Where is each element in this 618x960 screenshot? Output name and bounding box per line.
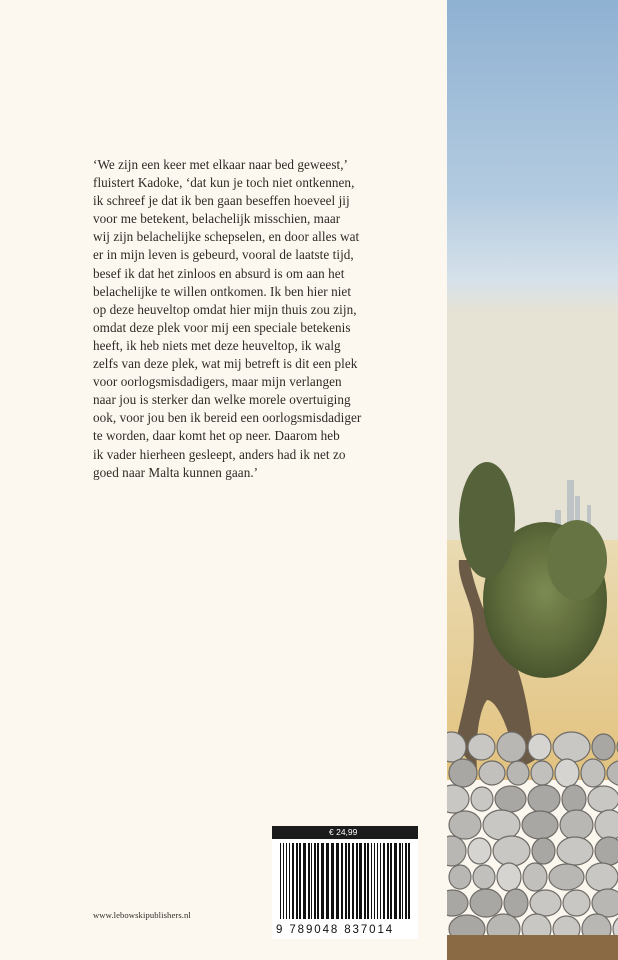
wall-stone [522,811,558,839]
barcode-bar [380,843,381,919]
wall-stone [563,890,590,916]
wall-stone [592,734,615,760]
barcode-bar [314,843,316,919]
wall-stone [588,786,618,812]
wall-stone [595,810,618,840]
barcode-bar [383,843,385,919]
isbn-number: 9 789048 837014 [276,924,395,936]
wall-stone [470,889,502,917]
wall-stone [557,837,593,865]
blurb-line: voor oorlogsmisdadigers, maar mijn verlangen [93,374,342,390]
barcode-bar [321,843,324,919]
barcode-bar [402,843,403,919]
barcode-bar [299,843,301,919]
wall-stone [471,787,493,811]
barcode-image [272,839,418,923]
wall-stone [483,810,520,840]
ground [447,935,618,960]
wall-stone [532,838,555,864]
wall-stone [507,761,529,785]
wall-stone [560,810,593,840]
blurb-line: ‘We zijn een keer met elkaar naar bed geweest,’ [93,157,349,172]
blurb-line: omdat deze plek voor mij een speciale betekenis [93,319,351,335]
barcode-bar [303,843,306,919]
barcode-bar [371,843,372,919]
barcode-bar [311,843,312,919]
wall-stone [493,836,530,866]
wall-stone [586,863,618,891]
price-label: € 24,99 [272,826,418,839]
wall-stone [468,838,491,864]
wall-stone [562,785,586,813]
barcode-bar [336,843,339,919]
wall-stone [449,811,481,839]
barcode-bar [377,843,378,919]
olive-foliage-right [547,520,607,600]
wall-stone [495,786,526,812]
wall-stone [531,761,553,785]
wall-stone [592,889,618,917]
wall-stone [523,863,547,891]
wall-stone [528,734,551,760]
blurb-line: op deze heuveltop omdat hier mijn thuis zou zijn, [93,301,357,317]
barcode-bar [341,843,343,919]
barcode-bar [356,843,358,919]
blurb-line: er in mijn leven is gebeurd, vooral de laatste tijd, [93,247,354,263]
blurb-line: naar jou is sterker dan welke morele overtuiging [93,392,351,408]
barcode-area [272,839,418,939]
wall-stone [479,761,505,785]
blurb-line: ook, voor jou ben ik bereid een oorlogsmisdadiger [93,410,362,426]
blurb-line: te worden, daar komt het op neer. Daarom heb [93,428,340,444]
wall-stone [555,759,579,787]
barcode-bar [352,843,354,919]
barcode-bar [283,843,284,919]
wall-stone [473,865,495,889]
blurb-line: wij zijn belachelijke schepselen, en door alles wat [93,229,360,245]
olive-tree-photo [447,0,618,960]
wall-stone [447,836,466,866]
wall-stone [595,837,618,865]
blurb-line: belachelijke te willen ontkomen. Ik ben hier niet [93,283,352,299]
barcode-bar [390,843,392,919]
wall-stone [549,864,584,890]
blurb-line: besef ik dat het zinloos en absurd is om aan het [93,265,345,281]
barcode-bar [286,843,287,919]
barcode-bar [308,843,310,919]
cover-photo-strip [447,0,618,960]
barcode-bar [405,843,407,919]
barcode-bar [408,843,410,919]
barcode-bar [387,843,389,919]
blurb-line: heeft, ik heb niets met deze heuveltop, ik walg [93,337,341,353]
wall-stone [447,890,468,916]
barcode-block [272,826,418,939]
wall-stone [447,785,469,813]
blurb-text [93,156,443,482]
wall-stone [528,785,560,813]
blurb-line: ik schreef je dat ik ben gaan beseffen hoeveel jij [93,193,350,209]
barcode-bar [374,843,375,919]
barcode-bar [296,843,298,919]
barcode-bar [394,843,397,919]
blurb-line: goed naar Malta kunnen gaan.’ [93,464,259,480]
wall-stone [449,759,477,787]
blurb-line: fluistert Kadoke, ‘dat kun je toch niet ontkennen, [93,175,355,191]
barcode-bar [345,843,347,919]
barcode-bar [348,843,350,919]
barcode-bar [359,843,362,919]
wall-stone [530,890,561,916]
barcode-bar [399,843,401,919]
blurb-line: voor me betekent, belachelijk misschien, maar [93,211,341,227]
olive-foliage-left [459,462,515,578]
barcode-bar [326,843,329,919]
wall-stone [581,759,605,787]
barcode-bar [292,843,294,919]
blurb-line: ik vader hierheen gesleept, anders had ik net zo [93,446,346,462]
wall-stone [449,865,471,889]
barcode-bar [364,843,366,919]
publisher-website: www.lebowskipublishers.nl [93,910,191,920]
wall-stone [497,732,526,762]
wall-stone [468,734,495,760]
barcode-bar [367,843,369,919]
barcode-bar [317,843,319,919]
wall-stone [504,889,528,917]
blurb-line: zelfs van deze plek, wat mij betreft is dit een plek [93,356,358,372]
barcode-bar [331,843,334,919]
barcode-bar [280,843,281,919]
barcode-bar [289,843,290,919]
wall-stone [553,732,590,762]
wall-stone [497,863,521,891]
